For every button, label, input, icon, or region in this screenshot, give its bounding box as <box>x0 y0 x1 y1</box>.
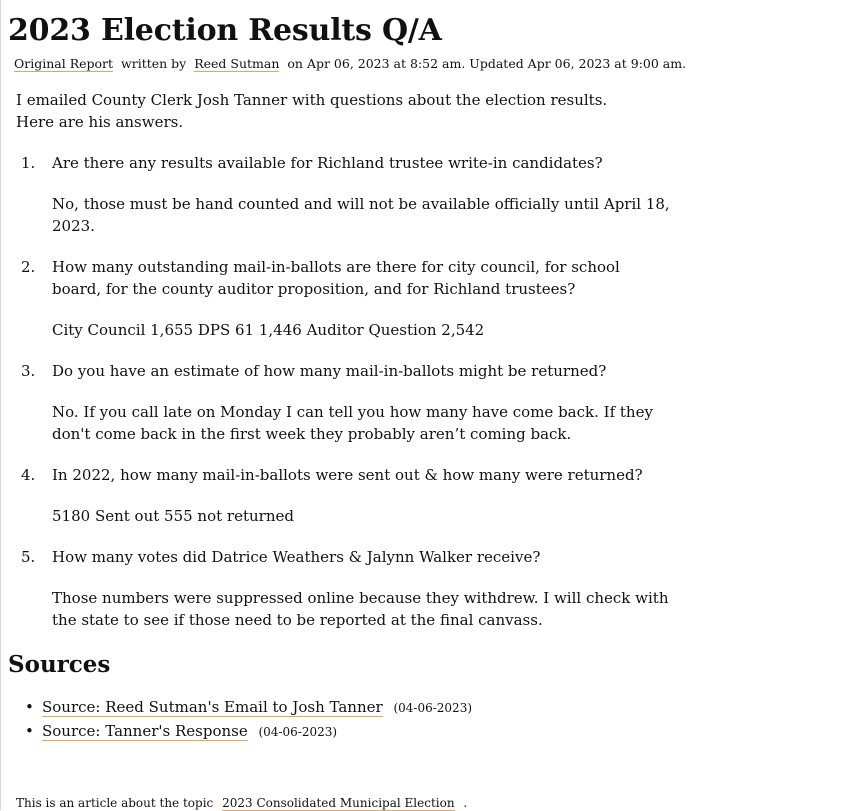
sources-list <box>8 696 857 744</box>
qa-question: How many votes did Datrice Weathers & Jalynn Walker receive? <box>52 548 541 566</box>
qa-answer: City Council 1,655 DPS 61 1,446 Auditor Question 2,542 <box>52 321 485 339</box>
qa-item <box>8 360 673 445</box>
qa-list <box>8 152 673 631</box>
qa-answer: No, those must be hand counted and will not be available officially until April 18, 2023. <box>52 195 670 235</box>
source-item <box>8 696 857 720</box>
qa-number: 1. <box>21 154 36 172</box>
qa-question: How many outstanding mail-in-ballots are there for city council, for school board, for the county auditor proposition, and for Richland trustees? <box>52 258 620 298</box>
bullet-icon: • <box>25 698 34 716</box>
qa-number: 2. <box>21 258 36 276</box>
qa-item <box>8 152 673 237</box>
qa-question: Do you have an estimate of how many mail-in-ballots might be returned? <box>52 362 607 380</box>
qa-number: 5. <box>21 548 36 566</box>
qa-item <box>8 546 673 631</box>
intro-paragraph: I emailed County Clerk Josh Tanner with questions about the election results. Here are his answers. <box>16 91 608 131</box>
qa-item <box>8 464 673 527</box>
source-date: (04-06-2023) <box>393 701 473 715</box>
qa-question: In 2022, how many mail-in-ballots were sent out & how many were returned? <box>52 466 643 484</box>
bullet-icon: • <box>25 722 34 740</box>
author-link[interactable]: Reed Sutman <box>194 56 280 71</box>
article-page <box>1 0 857 744</box>
qa-item <box>8 256 673 341</box>
qa-number: 3. <box>21 362 36 380</box>
footer-suffix: . <box>463 796 468 810</box>
byline <box>14 56 857 72</box>
topic-link[interactable]: 2023 Consolidated Municipal Election <box>222 796 455 810</box>
original-report-link[interactable]: Original Report <box>14 56 114 71</box>
sources-heading: Sources <box>8 651 111 678</box>
qa-question: Are there any results available for Richland trustee write-in candidates? <box>52 154 603 172</box>
qa-answer: Those numbers were suppressed online because they withdrew. I will check with the state to see if those need to be reported at the final canvass. <box>52 589 669 629</box>
qa-answer: No. If you call late on Monday I can tell you how many have come back. If they don't come back in the first week they probably aren’t coming back. <box>52 403 653 443</box>
topic-footer <box>16 795 467 811</box>
source-item <box>8 720 857 744</box>
source-link-response[interactable]: Source: Tanner's Response <box>42 722 248 740</box>
qa-number: 4. <box>21 466 36 484</box>
source-link-email[interactable]: Source: Reed Sutman's Email to Josh Tanner <box>42 698 383 716</box>
written-by-label: written by <box>121 56 187 71</box>
footer-prefix: This is an article about the topic <box>16 796 214 810</box>
source-date: (04-06-2023) <box>258 725 338 739</box>
qa-answer: 5180 Sent out 555 not returned <box>52 507 294 525</box>
publish-dates: on Apr 06, 2023 at 8:52 am. Updated Apr 06, 2023 at 9:00 am. <box>287 56 687 71</box>
page-title: 2023 Election Results Q/A <box>8 13 442 48</box>
